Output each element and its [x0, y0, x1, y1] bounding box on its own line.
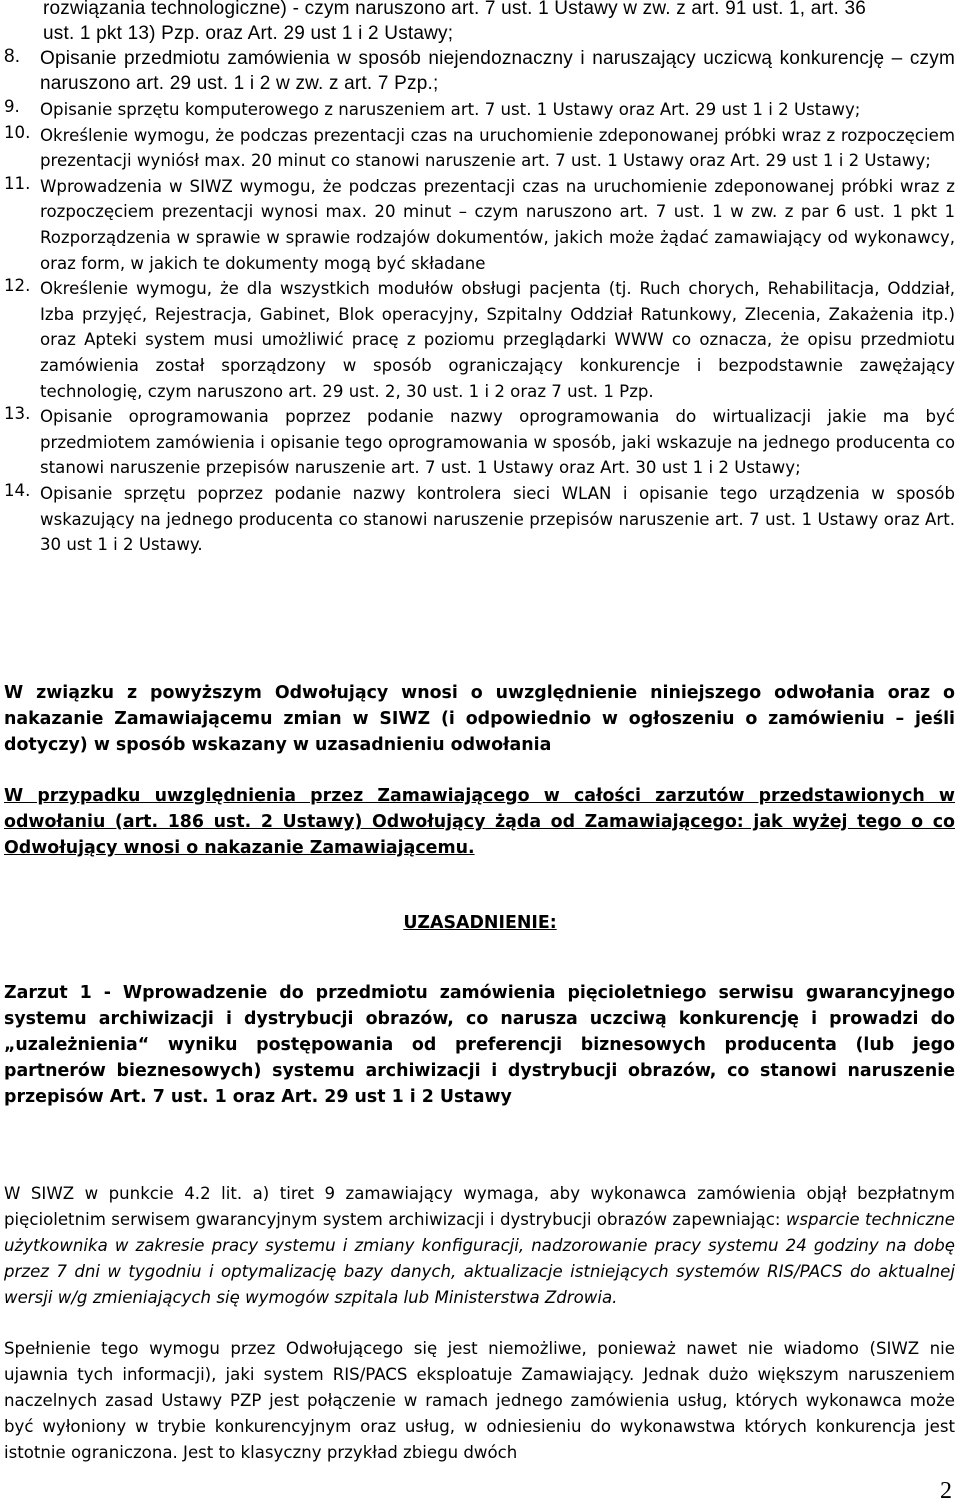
section-heading: UZASADNIENIE: [403, 913, 557, 933]
item-number: 8. [4, 46, 21, 67]
item-text: Określenie wymogu, że dla wszystkich modułów obsługi pacjenta (tj. Ruch chorych, Rehabilitacja, Oddział, Izba przyjęć, Rejestracja, Gabinet, Blok operacyjny, Szpitalny Oddział Ratunkowy, Zlecenia, Zakażenia itp.) oraz Apteki system musi umożliwić pracę z poziomu przeglądarki WWW co oznacza, że opisu przedmiotu zamówienia został sporządzony w sposób ograniczający konkurencje i bezpodstawnie zawężający technologię, czym naruszono art. 29 ust. 2, 30 ust. 1 i 2 oraz 7 ust. 1 Pzp. [40, 279, 955, 401]
list-item [4, 174, 955, 276]
siwz-lead-text: W SIWZ w punkcie 4.2 lit. a) tiret 9 zamawiający wymaga, aby wykonawca zamówienia objął bezpłatnym pięcioletnim serwisem gwarancyjnym system archiwizacji i dystrybucji obrazów zapewniając: [4, 1184, 955, 1229]
text-line: rozwiązania technologiczne) - czym naruszono art. 7 ust. 1 Ustawy w zw. z art. 91 ust. 1, art. 36 [43, 0, 867, 19]
item-number: 12. [4, 276, 31, 296]
request-paragraph: W związku z powyższym Odwołujący wnosi o uwzględnienie niniejszego odwołania oraz o nakazanie Zamawiającemu zmian w SIWZ (i odpowiednio w ogłoszeniu o zamówieniu – jeśli dotyczy) w sposób wskazany w uzasadnieniu odwołania [4, 683, 955, 755]
item-text: Opisanie przedmiotu zamówienia w sposób niejendoznaczny i naruszający uczicwą konkurencję – czym naruszono art. 29 ust. 1 i 2 w zw. z art. 7 Pzp.; [40, 48, 955, 94]
page-number: 2 [940, 1478, 952, 1504]
item-number: 10. [4, 122, 31, 142]
charge-1-paragraph: Zarzut 1 - Wprowadzenie do przedmiotu zamówienia pięcioletniego serwisu gwarancyjnego systemu archiwizacji i dystrybucji obrazów, co narusza uczciwą konkurencję i prowadzi do „uzależnienia“ wyniku postępowania od preferencji biznesowych producenta (lub jego partnerów bieznesowych) systemu archiwizacji i dystrybucji obrazów, co stanowi naruszenie przepisów Art. 7 ust. 1 oraz Art. 29 ust 1 i 2 Ustawy [4, 983, 955, 1107]
item-number: 9. [4, 97, 20, 116]
text-line: ust. 1 pkt 13) Pzp. oraz Art. 29 ust 1 i 2 Ustawy; [43, 23, 454, 44]
list-item [4, 481, 955, 558]
complaint-list [4, 97, 955, 558]
body-paragraph: Spełnienie tego wymogu przez Odwołującego się jest niemożliwe, ponieważ nawet nie wiadomo (SIWZ nie ujawnia tych informacji), jaki system RIS/PACS eksploatuje Zamawiający. Jednak dużo większym naruszeniem naczelnych zasad Ustawy PZP jest połączenie w ramach jednego zamówienia usług, których wykonawca może być wyłoniony w trybie konkurencyjnym oraz usług, w odniesieniu do wykonawstwa których konkurencja jest istotnie ograniczona. Jest to klasyczny przykład zbiegu dwóch [4, 1339, 955, 1462]
siwz-quote-text: wsparcie techniczne użytkownika w zakresie pracy systemu i zmiany konfiguracji, nadzorowanie pracy systemu 24 godziny na dobę przez 7 dni w tygodniu i optymalizację bazy danych, aktualizacje istniejących systemów RIS/PACS do aktualnej wersji w/g zmieniających się wymogów szpitala lub Ministerstwa Zdrowia. [4, 1210, 955, 1307]
list-item [4, 404, 955, 481]
item-number: 14. [4, 480, 31, 500]
item-text: Opisanie sprzętu poprzez podanie nazwy kontrolera sieci WLAN i opisanie tego urządzenia w sposób wskazujący na jednego producenta co stanowi naruszenie przepisów naruszenie art. 7 ust. 1 Ustawy oraz Art. 30 ust 1 i 2 Ustawy. [40, 483, 955, 555]
siwz-paragraph [4, 1181, 955, 1311]
item-text: Opisanie sprzętu komputerowego z naruszeniem art. 7 ust. 1 Ustawy oraz Art. 29 ust 1 i 2 Ustawy; [40, 100, 861, 119]
item-text: Opisanie oprogramowania poprzez podanie nazwy oprogramowania do wirtualizacji jakie ma być przedmiotem zamówienia i opisanie tego oprogramowania w sposób, jaki wskazuje na jednego producenta co stanowi naruszenie przepisów naruszenie art. 7 ust. 1 Ustawy oraz Art. 30 ust 1 i 2 Ustawy; [40, 407, 955, 478]
alternative-request-paragraph: W przypadku uwzględnienia przez Zamawiającego w całości zarzutów przedstawionych w odwołaniu (art. 186 ust. 2 Ustawy) Odwołujący żąda od Zamawiającego: jak wyżej tego o co Odwołujący wnosi o nakazanie Zamawiającemu. [4, 786, 955, 858]
item-number: 11. [4, 173, 31, 193]
list-item [4, 97, 955, 123]
item-number: 13. [4, 404, 31, 424]
list-item [4, 276, 955, 404]
list-item [4, 123, 955, 174]
list-item [4, 46, 955, 96]
item-text: Wprowadzenia w SIWZ wymogu, że podczas prezentacji czas na uruchomienie zdeponowanej próbki wraz z rozpoczęciem prezentacji wynosi max. 20 minut – czym naruszono art. 7 ust. 1 w zw. z par 6 ust. 1 pkt 1 Rozporządzenia w sprawie w sprawie rodzajów dokumentów, jakich może żądać zamawiający od wykonawcy, oraz form, w jakich te dokumenty mogą być składane [40, 176, 955, 273]
complaint-list [4, 46, 955, 96]
item-text: Określenie wymogu, że podczas prezentacji czas na uruchomienie zdeponowanej próbki wraz z rozpoczęciem prezentacji wyniósł max. 20 minut co stanowi naruszenie art. 7 ust. 1 Ustawy oraz Art. 29 ust 1 i 2 Ustawy; [40, 125, 955, 171]
